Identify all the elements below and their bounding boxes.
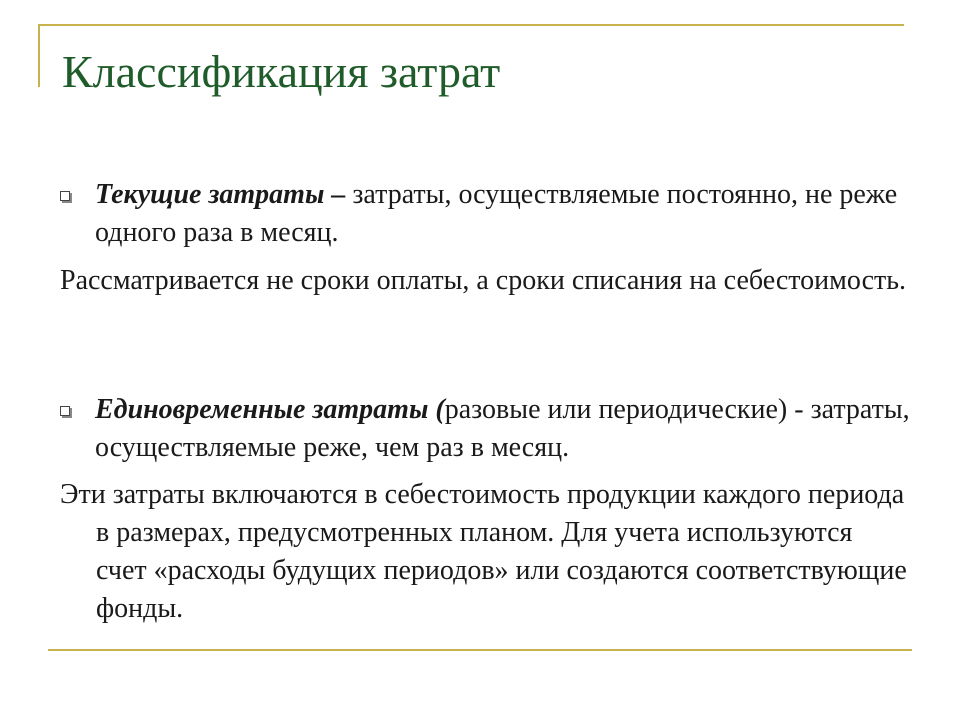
- term-current-costs: Текущие затраты: [95, 179, 325, 210]
- square-bullet-icon: [60, 191, 70, 201]
- bullet-item-text: [95, 391, 910, 467]
- slide-frame-left-line: [38, 24, 40, 87]
- paragraph-cost-inclusion-note: [60, 476, 910, 628]
- definition-one-time-costs: разовые или периодические) - затраты, осуществляемые реже, чем раз в месяц.: [95, 394, 910, 463]
- square-bullet-icon: [60, 406, 70, 416]
- term-open-paren: (: [428, 394, 445, 425]
- slide-frame-bottom-line: [48, 649, 912, 651]
- bullet-item-current-costs: [60, 176, 910, 252]
- bullet-item-text: [95, 176, 910, 252]
- paragraph-text: Рассматривается не сроки оплаты, а сроки списания на себестоимость.: [60, 265, 907, 296]
- slide-title: Классификация затрат: [62, 46, 501, 97]
- bullet-item-one-time-costs: [60, 391, 910, 467]
- definition-current-costs: затраты, осуществляемые постоянно, не реже одного раза в месяц.: [95, 179, 898, 248]
- paragraph-writeoff-note: [60, 262, 910, 300]
- slide-frame-top-line: [38, 24, 904, 26]
- term-dash: –: [324, 179, 353, 210]
- paragraph-text: Эти затраты включаются в себестоимость продукции каждого периода в размерах, предусмотренных планом. Для учета используются счет «расходы будущих периодов» или создаются соответствующие фонды.: [60, 479, 907, 624]
- term-one-time-costs: Единовременные затраты: [95, 394, 429, 425]
